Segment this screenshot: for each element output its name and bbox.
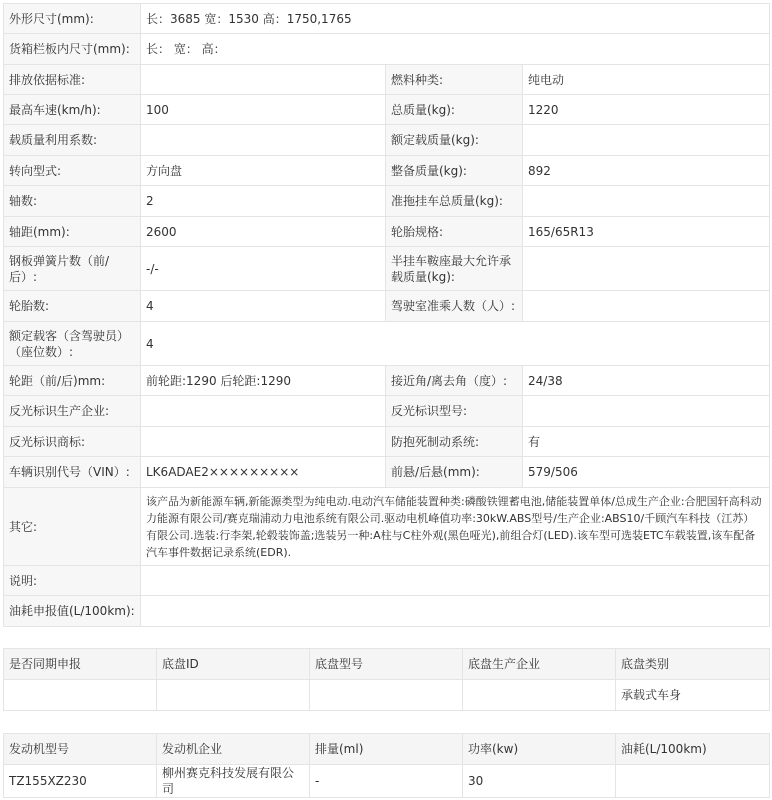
engine-table (3, 733, 770, 798)
param-row (4, 457, 770, 488)
param-label: 最高车速(km/h): (4, 95, 141, 125)
param-row (4, 291, 770, 322)
param-value (141, 65, 386, 95)
param-label: 排放依据标准: (4, 65, 141, 95)
cargo-size-value: 长： 宽： 高： (141, 34, 770, 65)
param-value: 24/38 (523, 366, 770, 396)
param-label: 驾驶室准乘人数（人）: (386, 291, 523, 322)
chassis-header-cell: 是否同期申报 (4, 649, 157, 680)
param-value: 方向盘 (141, 156, 386, 186)
param-value: 前轮距:1290 后轮距:1290 (141, 366, 386, 396)
param-value: 4 (141, 291, 386, 322)
param-value (523, 186, 770, 217)
param-value (523, 396, 770, 427)
engine-cell (616, 765, 770, 798)
param-label: 转向型式: (4, 156, 141, 186)
chassis-header-row (4, 649, 770, 680)
param-label: 轮胎规格: (386, 217, 523, 247)
chassis-header-cell: 底盘ID (157, 649, 310, 680)
engine-cell: - (310, 765, 463, 798)
param-row (4, 396, 770, 427)
param-label: 防抱死制动系统: (386, 427, 523, 457)
chassis-cell: 承载式车身 (616, 680, 770, 711)
param-value (141, 396, 386, 427)
param-value: -/- (141, 247, 386, 291)
param-label: 车辆识别代号（VIN）: (4, 457, 141, 488)
fuel-value (141, 596, 770, 627)
note-value (141, 566, 770, 596)
chassis-table (3, 648, 770, 711)
chassis-header-cell: 底盘类别 (616, 649, 770, 680)
param-label: 反光标识商标: (4, 427, 141, 457)
param-value: 892 (523, 156, 770, 186)
engine-cell: 柳州赛克科技发展有限公司 (157, 765, 310, 798)
param-row (4, 156, 770, 186)
param-label: 总质量(kg): (386, 95, 523, 125)
param-value: LK6ADAE2××××××××× (141, 457, 386, 488)
param-value (523, 125, 770, 156)
param-label: 接近角/离去角（度）: (386, 366, 523, 396)
row-other (4, 488, 770, 566)
chassis-header-cell: 底盘型号 (310, 649, 463, 680)
engine-header-cell: 油耗(L/100km) (616, 734, 770, 765)
fuel-label: 油耗申报值(L/100km): (4, 596, 141, 627)
param-value: 2 (141, 186, 386, 217)
row-note (4, 566, 770, 596)
param-label: 准拖挂车总质量(kg): (386, 186, 523, 217)
param-label: 轮胎数: (4, 291, 141, 322)
row-external-size (4, 4, 770, 34)
external-size-label: 外形尺寸(mm): (4, 4, 141, 34)
param-value: 100 (141, 95, 386, 125)
param-label: 额定载客（含驾驶员）（座位数）: (4, 322, 141, 366)
param-value: 1220 (523, 95, 770, 125)
engine-cell: TZ155XZ230 (4, 765, 157, 798)
note-label: 说明: (4, 566, 141, 596)
param-label: 钢板弹簧片数（前/后）: (4, 247, 141, 291)
engine-header-cell: 排量(ml) (310, 734, 463, 765)
chassis-cell (463, 680, 616, 711)
engine-header-row (4, 734, 770, 765)
row-cargo-size (4, 34, 770, 65)
engine-header-cell: 功率(kw) (463, 734, 616, 765)
param-value: 有 (523, 427, 770, 457)
engine-data-row (4, 765, 770, 798)
param-label: 半挂车鞍座最大允许承载质量(kg): (386, 247, 523, 291)
engine-header-cell: 发动机企业 (157, 734, 310, 765)
other-value: 该产品为新能源车辆,新能源类型为纯电动.电动汽车储能装置种类:磷酸铁锂蓄电池,储能装置单体/总成生产企业:合肥国轩高科动力能源有限公司/赛克瑞浦动力电池系统有限公司.驱动电机峰值功率:30kW.ABS型号/生产企业:ABS10/千顾汽车科技（江苏）有限公司.选装:行李架,轮毂装饰盖;选装另一种:A柱与C柱外观(黑色哑光),前组合灯(LED).该车型可选装ETC车载装置,该车配备汽车事件数据记录系统(EDR). (141, 488, 770, 566)
param-row (4, 217, 770, 247)
param-value (523, 247, 770, 291)
external-size-value: 长：3685 宽：1530 高：1750,1765 (141, 4, 770, 34)
param-value: 2600 (141, 217, 386, 247)
param-label: 轴数: (4, 186, 141, 217)
param-value (141, 427, 386, 457)
param-label: 轴距(mm): (4, 217, 141, 247)
param-value (141, 125, 386, 156)
param-row (4, 65, 770, 95)
param-label: 燃料种类: (386, 65, 523, 95)
param-label: 前悬/后悬(mm): (386, 457, 523, 488)
chassis-data-row (4, 680, 770, 711)
chassis-cell (310, 680, 463, 711)
vehicle-params-table (3, 3, 770, 627)
param-row (4, 427, 770, 457)
param-row (4, 247, 770, 291)
param-label: 反光标识型号: (386, 396, 523, 427)
chassis-cell (157, 680, 310, 711)
param-row (4, 322, 770, 366)
param-value (523, 291, 770, 322)
param-row (4, 95, 770, 125)
cargo-size-label: 货箱栏板内尺寸(mm): (4, 34, 141, 65)
other-label: 其它: (4, 488, 141, 566)
chassis-cell (4, 680, 157, 711)
param-row (4, 125, 770, 156)
param-row (4, 366, 770, 396)
engine-header-cell: 发动机型号 (4, 734, 157, 765)
param-label: 反光标识生产企业: (4, 396, 141, 427)
param-value: 纯电动 (523, 65, 770, 95)
param-label: 载质量利用系数: (4, 125, 141, 156)
chassis-header-cell: 底盘生产企业 (463, 649, 616, 680)
engine-cell: 30 (463, 765, 616, 798)
param-value: 579/506 (523, 457, 770, 488)
param-label: 额定载质量(kg): (386, 125, 523, 156)
param-row (4, 186, 770, 217)
param-value: 4 (141, 322, 770, 366)
row-fuel (4, 596, 770, 627)
param-label: 轮距（前/后)mm: (4, 366, 141, 396)
param-label: 整备质量(kg): (386, 156, 523, 186)
param-value: 165/65R13 (523, 217, 770, 247)
